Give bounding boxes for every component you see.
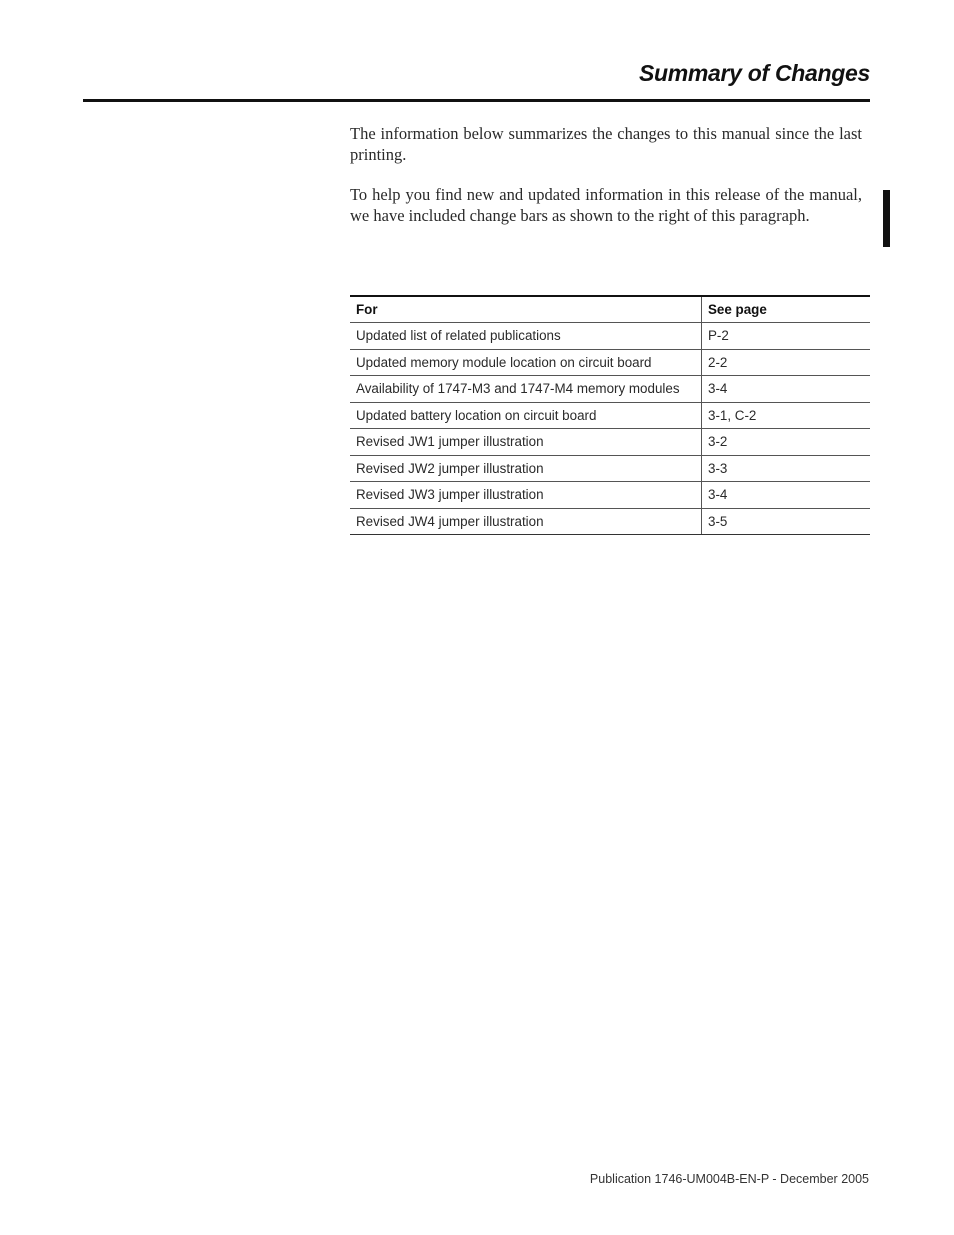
- table-row: [350, 349, 870, 376]
- table-row: [350, 429, 870, 456]
- intro-text: [350, 124, 862, 246]
- change-page: 3-2: [702, 429, 871, 456]
- change-description: Updated battery location on circuit board: [350, 402, 702, 429]
- table-row: [350, 323, 870, 350]
- change-description: Revised JW2 jumper illustration: [350, 455, 702, 482]
- intro-paragraph-1: The information below summarizes the changes to this manual since the last printing.: [350, 124, 862, 164]
- publication-footer: Publication 1746-UM004B-EN-P - December 2005: [589, 1172, 869, 1186]
- change-description: Revised JW1 jumper illustration: [350, 429, 702, 456]
- title-rule: [83, 99, 870, 102]
- table-header-row: [350, 296, 870, 323]
- change-description: Revised JW3 jumper illustration: [350, 482, 702, 509]
- table-row: [350, 508, 870, 535]
- table-row: [350, 455, 870, 482]
- change-description: Availability of 1747-M3 and 1747-M4 memory modules: [350, 376, 702, 403]
- change-description: Revised JW4 jumper illustration: [350, 508, 702, 535]
- change-bar: [883, 190, 890, 247]
- intro-paragraph-2: To help you find new and updated information in this release of the manual, we have included change bars as shown to the right of this paragraph.: [350, 185, 862, 225]
- change-page: 3-4: [702, 482, 871, 509]
- change-page: 3-1, C-2: [702, 402, 871, 429]
- change-page: P-2: [702, 323, 871, 350]
- change-page: 3-4: [702, 376, 871, 403]
- change-page: 2-2: [702, 349, 871, 376]
- column-header-for: For: [350, 296, 702, 323]
- table-row: [350, 482, 870, 509]
- change-page: 3-5: [702, 508, 871, 535]
- change-description: Updated list of related publications: [350, 323, 702, 350]
- changes-table: [350, 295, 870, 535]
- change-description: Updated memory module location on circuit board: [350, 349, 702, 376]
- change-page: 3-3: [702, 455, 871, 482]
- table-row: [350, 376, 870, 403]
- page-title: Summary of Changes: [638, 60, 870, 86]
- table-row: [350, 402, 870, 429]
- column-header-see-page: See page: [702, 296, 871, 323]
